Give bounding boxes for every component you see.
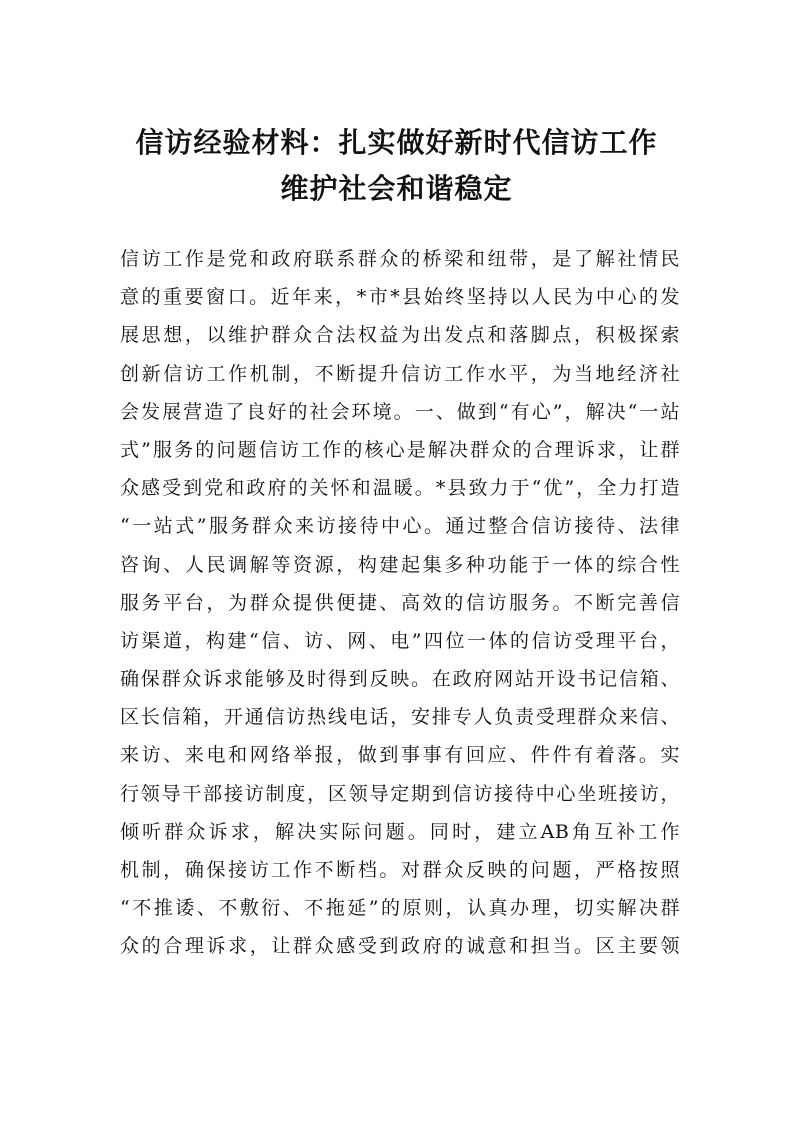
body-line: 倾听群众诉求，解决实际问题。同时，建立AB角互补工作 bbox=[120, 820, 680, 843]
body-line: 咨询、人民调解等资源，构建起集多种功能于一体的综合性 bbox=[120, 553, 680, 576]
body-line: 意的重要窗口。近年来，*市*县始终坚持以人民为中心的发 bbox=[120, 286, 680, 309]
body-line: 行领导干部接访制度，区领导定期到信访接待中心坐班接访， bbox=[120, 782, 680, 805]
body-line: 会发展营造了良好的社会环境。一、做到“有心”，解决“一站 bbox=[120, 400, 680, 423]
title-line-1: 信访经验材料：扎实做好新时代信访工作 bbox=[135, 126, 658, 159]
body-line: 来访、来电和网络举报，做到事事有回应、件件有着落。实 bbox=[120, 744, 680, 767]
document-title bbox=[0, 120, 793, 212]
document-body bbox=[120, 240, 680, 966]
body-line: “一站式”服务群众来访接待中心。通过整合信访接待、法律 bbox=[120, 515, 680, 538]
body-line: 展思想，以维护群众合法权益为出发点和落脚点，积极探索 bbox=[120, 324, 680, 347]
body-line: 信访工作是党和政府联系群众的桥梁和纽带，是了解社情民 bbox=[120, 248, 680, 270]
body-line: 确保群众诉求能够及时得到反映。在政府网站开设书记信箱、 bbox=[120, 668, 680, 691]
body-line: 式”服务的问题信访工作的核心是解决群众的合理诉求，让群 bbox=[120, 438, 680, 461]
body-line: 区长信箱，开通信访热线电话，安排专人负责受理群众来信、 bbox=[120, 706, 680, 729]
body-line: 众的合理诉求，让群众感受到政府的诚意和担当。区主要领 bbox=[120, 935, 680, 958]
body-line: 创新信访工作机制，不断提升信访工作水平，为当地经济社 bbox=[120, 362, 680, 385]
body-line: “不推诿、不敷衍、不拖延”的原则，认真办理，切实解决群 bbox=[120, 897, 680, 920]
body-line: 众感受到党和政府的关怀和温暖。*县致力于“优”，全力打造 bbox=[120, 477, 680, 500]
body-line: 机制，确保接访工作不断档。对群众反映的问题，严格按照 bbox=[120, 859, 680, 881]
title-line-2: 维护社会和谐稳定 bbox=[280, 172, 513, 205]
body-line: 访渠道，构建“信、访、网、电”四位一体的信访受理平台， bbox=[120, 629, 680, 652]
body-line: 服务平台，为群众提供便捷、高效的信访服务。不断完善信 bbox=[120, 591, 680, 614]
